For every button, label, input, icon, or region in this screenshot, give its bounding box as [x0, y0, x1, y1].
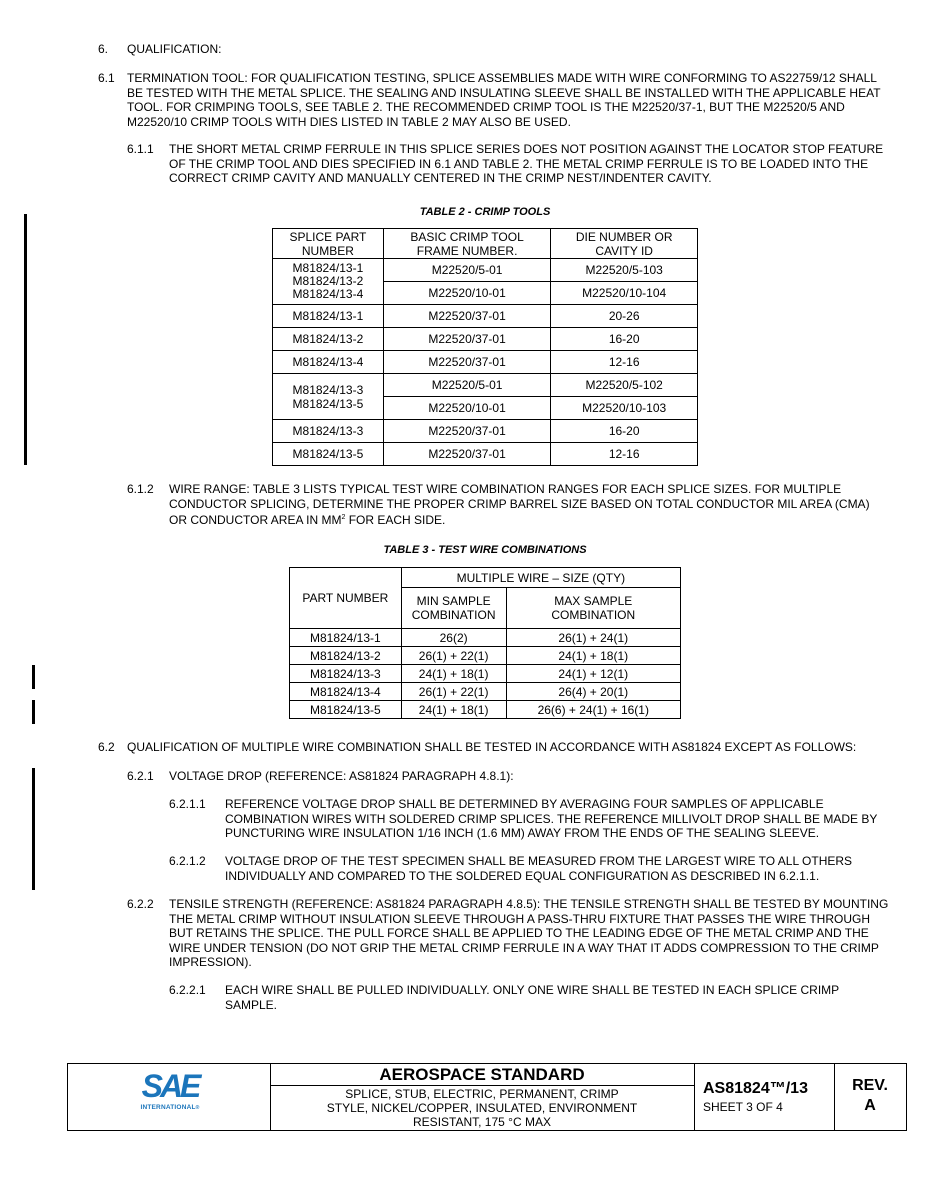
table-cell: M22520/10-01 [383, 282, 551, 305]
doc-cell [694, 1064, 835, 1130]
table-cell: M81824/13-1 [290, 629, 402, 647]
table-cell: 24(1) + 12(1) [506, 665, 680, 683]
section-number: 6.2 [98, 740, 115, 754]
table-caption: TABLE 2 - CRIMP TOOLS [419, 206, 551, 218]
logo-cell [68, 1064, 271, 1130]
sae-logo-subtext: INTERNATIONAL® [140, 1104, 200, 1111]
revision-bar [32, 768, 35, 890]
table-cell: M22520/5-01 [383, 374, 551, 397]
section-number: 6.1 [98, 71, 115, 85]
section-number: 6.2.2 [127, 897, 154, 911]
paragraph: QUALIFICATION OF MULTIPLE WIRE COMBINATION SHALL BE TESTED IN ACCORDANCE WITH AS81824 EXCEPT AS FOLLOWS: [127, 740, 857, 754]
table-cell: 26(1) + 22(1) [401, 647, 506, 665]
table-cell: 26(2) [401, 629, 506, 647]
section-number: 6.1.2 [127, 482, 154, 496]
title-cell [270, 1064, 695, 1130]
table-cell: M81824/13-4 [273, 351, 384, 374]
table-cell: 16-20 [551, 420, 698, 443]
table-header: MAX SAMPLE COMBINATION [506, 588, 680, 629]
table-header: PART NUMBER [290, 568, 402, 629]
table-cell: 24(1) + 18(1) [401, 665, 506, 683]
table-cell: M81824/13-4 [290, 683, 402, 701]
table-header: DIE NUMBER OR CAVITY ID [551, 229, 698, 259]
table-cell: M81824/13-3 [273, 420, 384, 443]
section-number: 6.2.1.1 [169, 797, 206, 811]
sae-logo [137, 1068, 203, 1111]
rev-label: REV. [852, 1077, 888, 1094]
paragraph: THE SHORT METAL CRIMP FERRULE IN THIS SPLICE SERIES DOES NOT POSITION AGAINST THE LOCATOR STOP FEATURE OF THE CRIMP TOOL AND DIES SPECIFIED IN 6.1 AND TABLE 2. THE METAL CRIMP FERRULE IS TO BE LOADED INTO THE CORRECT CRIMP CAVITY AND MANUALLY CENTERED IN THE CRIMP NEST/INDENTER CAVITY. [169, 142, 884, 185]
paragraph: EACH WIRE SHALL BE PULLED INDIVIDUALLY. ONLY ONE WIRE SHALL BE TESTED IN EACH SPLICE CRIMP SAMPLE. [225, 983, 839, 1012]
crimp-tools-table [272, 228, 698, 466]
paragraph: TENSILE STRENGTH (REFERENCE: AS81824 PARAGRAPH 4.8.5): THE TENSILE STRENGTH SHALL BE TESTED BY MOUNTING THE METAL CRIMP WITHOUT INSULATION SLEEVE THROUGH A PASS-THRU FIXTURE THAT PASSES THE WIRE THROUGH BUT RETAINS THE SPLICE. THE PULL FORCE SHALL BE APPLIED TO THE LEADING EDGE OF THE METAL CRIMP AND THE WIRE UNDER TENSION (DO NOT GRIP THE METAL CRIMP FERRULE IN A WAY THAT IT ADDS COMPRESSION TO THE CRIMP IMPRESSION). [169, 897, 889, 969]
revision-bar [32, 700, 35, 724]
table-cell: 26(1) + 24(1) [506, 629, 680, 647]
table-cell: M22520/37-01 [383, 328, 551, 351]
table-cell: 12-16 [551, 443, 698, 466]
table-cell: 16-20 [551, 328, 698, 351]
paragraph: TERMINATION TOOL: FOR QUALIFICATION TESTING, SPLICE ASSEMBLIES MADE WITH WIRE CONFORMING TO AS22759/12 SHALL BE TESTED WITH THE METAL SPLICE. THE SEALING AND INSULATING SLEEVE SHALL BE INSTALLED WITH THE APPLICABLE HEAT TOOL. FOR CRIMPING TOOLS, SEE TABLE 2. THE RECOMMENDED CRIMP TOOL IS THE M22520/37-1, BUT THE M22520/5 AND M22520/10 CRIMP TOOLS WITH DIES LISTED IN TABLE 2 MAY ALSO BE USED. [127, 71, 881, 129]
table-cell: 24(1) + 18(1) [506, 647, 680, 665]
table-cell: M22520/10-01 [383, 397, 551, 420]
table-cell: 26(1) + 22(1) [401, 683, 506, 701]
section-number: 6.2.1 [127, 769, 154, 783]
table-cell: M22520/5-102 [551, 374, 698, 397]
table-header: MULTIPLE WIRE – SIZE (QTY) [401, 568, 680, 588]
title-block [67, 1063, 907, 1131]
test-wire-combinations-table [289, 567, 681, 719]
table-cell: M22520/37-01 [383, 351, 551, 374]
table-header: SPLICE PART NUMBER [273, 229, 384, 259]
table-cell: 24(1) + 18(1) [401, 701, 506, 719]
table-cell: M81824/13-5 [290, 701, 402, 719]
table-caption: TABLE 3 - TEST WIRE COMBINATIONS [383, 544, 587, 556]
doc-number: AS81824™/13 [703, 1080, 808, 1097]
table-cell: M81824/13-1 M81824/13-2 M81824/13-4 [273, 259, 384, 305]
table-cell: 26(4) + 20(1) [506, 683, 680, 701]
sae-logo-mark: SAE [141, 1068, 199, 1104]
table-cell: M22520/37-01 [383, 443, 551, 466]
table-cell: M22520/5-103 [551, 259, 698, 282]
table-header: MIN SAMPLE COMBINATION [401, 588, 506, 629]
table-cell: 26(6) + 24(1) + 16(1) [506, 701, 680, 719]
standard-description: SPLICE, STUB, ELECTRIC, PERMANENT, CRIMP STYLE, NICKEL/COPPER, INSULATED, ENVIRONMENT RESISTANT, 175 °C MAX [326, 1087, 638, 1129]
section-number: 6.2.1.2 [169, 854, 206, 868]
table-cell: M81824/13-2 [290, 647, 402, 665]
table-cell: M81824/13-5 [273, 443, 384, 466]
table-cell: M81824/13-3 M81824/13-5 [273, 374, 384, 420]
section-heading: QUALIFICATION: [127, 42, 222, 56]
rev-cell [834, 1064, 906, 1130]
rev-value: A [864, 1097, 876, 1114]
table-header: BASIC CRIMP TOOL FRAME NUMBER. [383, 229, 551, 259]
paragraph: WIRE RANGE: TABLE 3 LISTS TYPICAL TEST WIRE COMBINATION RANGES FOR EACH SPLICE SIZES. FOR MULTIPLE CONDUCTOR SPLICING, DETERMINE THE PROPER CRIMP BARREL SIZE BASED ON TOTAL CONDUCTOR MIL AREA (CMA) OR CONDUCTOR AREA IN $MM^2$ FOR EACH SIDE. [169, 482, 870, 527]
paragraph: VOLTAGE DROP OF THE TEST SPECIMEN SHALL BE MEASURED FROM THE LARGEST WIRE TO ALL OTHERS INDIVIDUALLY AND COMPARED TO THE SOLDERED EQUAL CONFIGURATION AS DESCRIBED IN 6.2.1.1. [225, 854, 853, 883]
section-number: 6.1.1 [127, 142, 154, 156]
standard-title: AEROSPACE STANDARD [270, 1064, 694, 1086]
table-cell: 20-26 [551, 305, 698, 328]
table-cell: M81824/13-2 [273, 328, 384, 351]
revision-bar [24, 214, 27, 465]
paragraph: REFERENCE VOLTAGE DROP SHALL BE DETERMINED BY AVERAGING FOUR SAMPLES OF APPLICABLE COMBINATION WIRES WITH SOLDERED CRIMP SPLICES. THE REFERENCE MILLIVOLT DROP SHALL BE MADE BY PUNCTURING WIRE INSULATION 1/16 INCH (1.6 MM) AWAY FROM THE ENDS OF THE SEALING SLEEVE. [225, 797, 878, 840]
table-cell: M22520/5-01 [383, 259, 551, 282]
table-cell: 12-16 [551, 351, 698, 374]
table-cell: M81824/13-1 [273, 305, 384, 328]
revision-bar [32, 665, 35, 689]
section-number: 6.2.2.1 [169, 983, 206, 997]
paragraph: VOLTAGE DROP (REFERENCE: AS81824 PARAGRAPH 4.8.1): [169, 769, 514, 783]
table-cell: M22520/10-104 [551, 282, 698, 305]
table-cell: M81824/13-3 [290, 665, 402, 683]
sheet-number: SHEET 3 OF 4 [703, 1100, 783, 1114]
table-cell: M22520/37-01 [383, 420, 551, 443]
table-cell: M22520/37-01 [383, 305, 551, 328]
table-cell: M22520/10-103 [551, 397, 698, 420]
section-number: 6. [98, 42, 109, 56]
